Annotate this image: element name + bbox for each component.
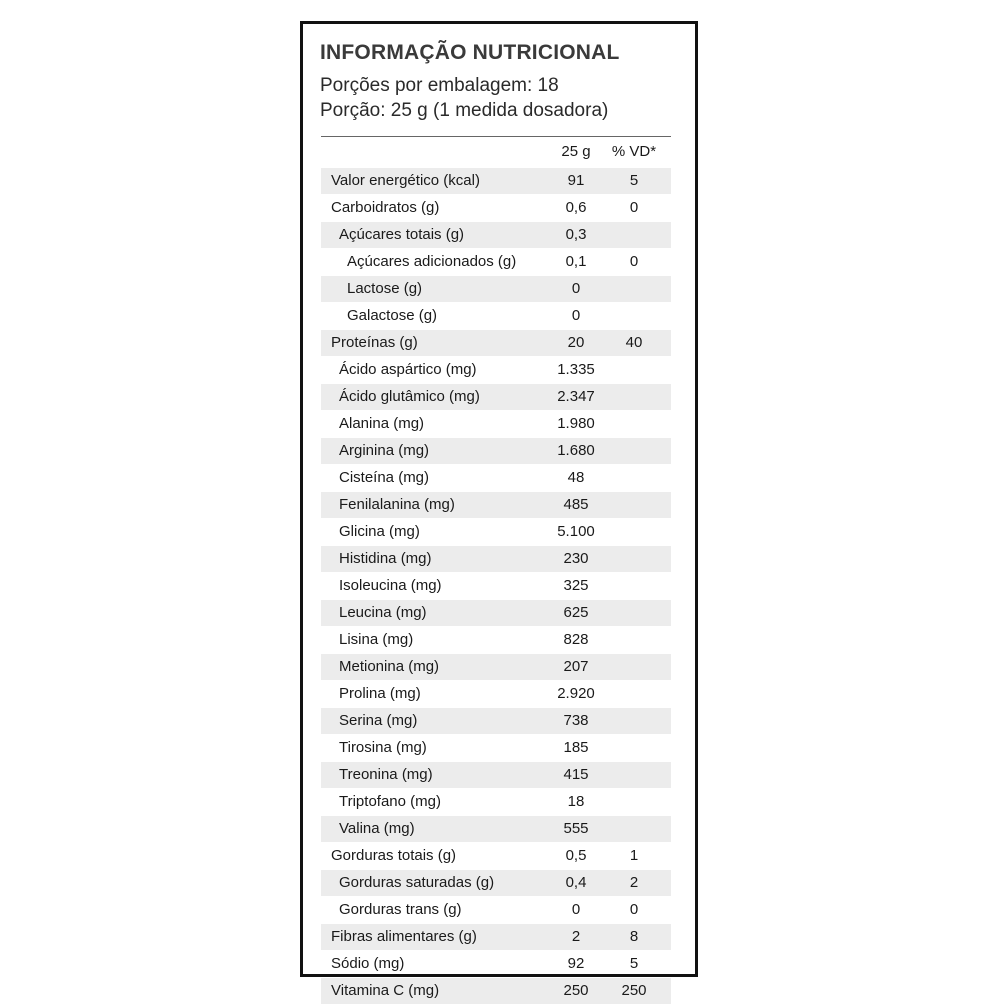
row-label: Metionina (mg) [339, 658, 440, 675]
row-label: Fenilalanina (mg) [339, 496, 455, 513]
table-row [321, 465, 671, 492]
table-row [321, 735, 671, 762]
row-daily-value: 0 [629, 199, 639, 216]
table-row [321, 708, 671, 735]
row-label: Triptofano (mg) [339, 793, 441, 810]
table-row [321, 384, 671, 411]
table-header [321, 137, 671, 168]
row-value: 485 [563, 496, 589, 513]
row-label: Fibras alimentares (g) [331, 928, 477, 945]
row-value: 91 [567, 172, 585, 189]
row-value: 92 [567, 955, 585, 972]
row-value: 555 [563, 820, 589, 837]
row-label: Gorduras trans (g) [339, 901, 462, 918]
row-daily-value: 8 [629, 928, 639, 945]
table-row [321, 411, 671, 438]
row-label: Lactose (g) [347, 280, 423, 297]
column-header-daily-value: % VD* [611, 143, 657, 160]
table-row [321, 519, 671, 546]
row-label: Isoleucina (mg) [339, 577, 442, 594]
servings-per-package: Porções por embalagem: 18 [320, 75, 559, 96]
row-value: 1.680 [557, 442, 595, 459]
column-header-amount: 25 g [561, 143, 591, 160]
table-row [321, 438, 671, 465]
row-daily-value: 0 [629, 253, 639, 270]
row-label: Gorduras saturadas (g) [339, 874, 495, 891]
row-value: 0,3 [565, 226, 587, 243]
row-value: 1.980 [557, 415, 595, 432]
row-label: Serina (mg) [339, 712, 418, 729]
row-label: Ácido aspártico (mg) [339, 361, 477, 378]
serving-size: Porção: 25 g (1 medida dosadora) [320, 100, 609, 121]
row-label: Vitamina C (mg) [331, 982, 440, 999]
row-daily-value: 1 [629, 847, 639, 864]
table-row [321, 357, 671, 384]
row-value: 0 [571, 901, 581, 918]
row-value: 207 [563, 658, 589, 675]
table-row [321, 789, 671, 816]
row-value: 0,5 [565, 847, 587, 864]
row-value: 0 [571, 307, 581, 324]
row-label: Sódio (mg) [331, 955, 405, 972]
table-row [321, 303, 671, 330]
row-label: Lisina (mg) [339, 631, 414, 648]
row-label: Carboidratos (g) [331, 199, 440, 216]
row-label: Proteínas (g) [331, 334, 418, 351]
table-row [321, 951, 671, 978]
table-row [321, 276, 671, 303]
row-label: Gorduras totais (g) [331, 847, 457, 864]
row-value: 185 [563, 739, 589, 756]
table-row [321, 330, 671, 357]
row-value: 325 [563, 577, 589, 594]
table-row [321, 870, 671, 897]
row-daily-value: 2 [629, 874, 639, 891]
row-label: Histidina (mg) [339, 550, 432, 567]
row-label: Ácido glutâmico (mg) [339, 388, 480, 405]
table-row [321, 249, 671, 276]
row-value: 230 [563, 550, 589, 567]
row-label: Açúcares adicionados (g) [347, 253, 517, 270]
table-row [321, 573, 671, 600]
table-row [321, 492, 671, 519]
table-row [321, 222, 671, 249]
panel-title: INFORMAÇÃO NUTRICIONAL [320, 41, 620, 64]
table-row [321, 843, 671, 870]
row-label: Açúcares totais (g) [339, 226, 465, 243]
row-label: Glicina (mg) [339, 523, 420, 540]
row-label: Tirosina (mg) [339, 739, 427, 756]
row-label: Arginina (mg) [339, 442, 430, 459]
row-value: 415 [563, 766, 589, 783]
row-label: Prolina (mg) [339, 685, 421, 702]
row-value: 2.920 [557, 685, 595, 702]
table-row [321, 978, 671, 1005]
row-label: Valina (mg) [339, 820, 415, 837]
row-value: 738 [563, 712, 589, 729]
row-label: Treonina (mg) [339, 766, 433, 783]
table-row [321, 600, 671, 627]
row-label: Galactose (g) [347, 307, 438, 324]
table-row [321, 627, 671, 654]
table-row [321, 897, 671, 924]
table-row [321, 546, 671, 573]
table-row [321, 195, 671, 222]
table-row [321, 816, 671, 843]
table-row [321, 924, 671, 951]
row-label: Cisteína (mg) [339, 469, 430, 486]
row-daily-value: 40 [625, 334, 643, 351]
table-row [321, 762, 671, 789]
nutrition-table [321, 137, 671, 1005]
row-daily-value: 5 [629, 955, 639, 972]
row-value: 1.335 [557, 361, 595, 378]
row-value: 0,4 [565, 874, 587, 891]
row-value: 20 [567, 334, 585, 351]
row-value: 18 [567, 793, 585, 810]
row-label: Valor energético (kcal) [331, 172, 480, 189]
row-value: 2 [571, 928, 581, 945]
row-value: 828 [563, 631, 589, 648]
nutrition-facts-panel [300, 21, 698, 999]
row-daily-value: 5 [629, 172, 639, 189]
row-value: 5.100 [557, 523, 595, 540]
row-label: Leucina (mg) [339, 604, 427, 621]
table-row [321, 681, 671, 708]
row-value: 0,6 [565, 199, 587, 216]
row-daily-value: 0 [629, 901, 639, 918]
row-value: 48 [567, 469, 585, 486]
row-value: 625 [563, 604, 589, 621]
row-value: 0 [571, 280, 581, 297]
table-row [321, 654, 671, 681]
row-value: 0,1 [565, 253, 587, 270]
row-value: 2.347 [557, 388, 595, 405]
row-daily-value: 250 [621, 982, 647, 999]
row-value: 250 [563, 982, 589, 999]
table-row [321, 168, 671, 195]
row-label: Alanina (mg) [339, 415, 425, 432]
